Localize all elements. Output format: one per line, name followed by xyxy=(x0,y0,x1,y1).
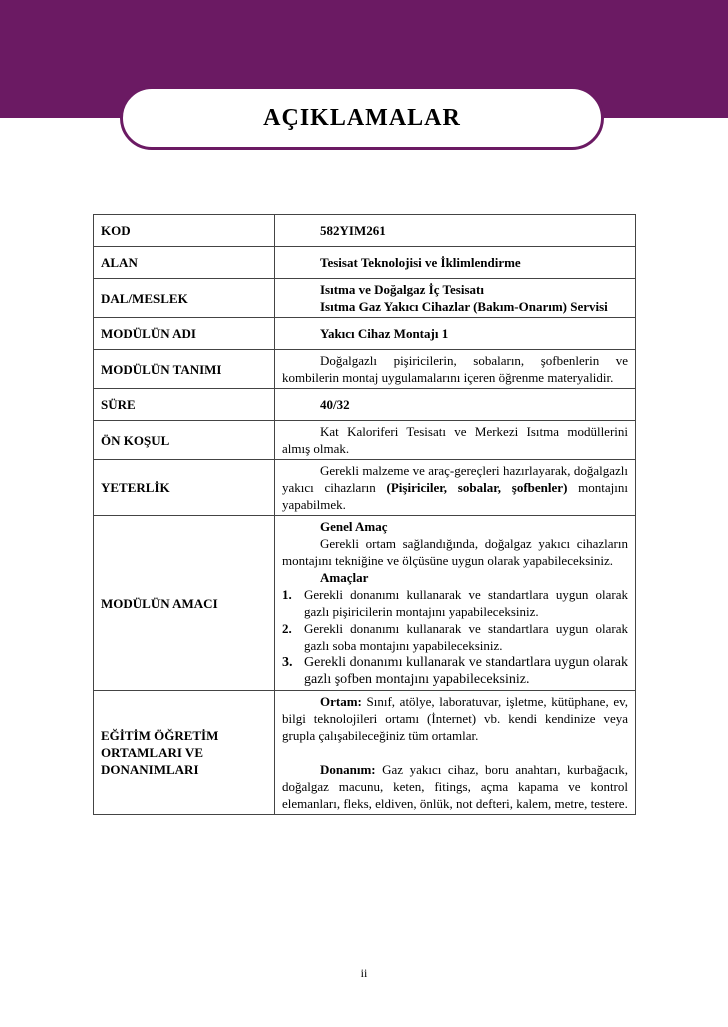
table-row xyxy=(94,279,636,318)
item-number: 1. xyxy=(282,587,292,602)
dal-line-2: Isıtma Gaz Yakıcı Cihazlar (Bakım-Onarım) Servisi xyxy=(320,299,608,314)
title-banner xyxy=(120,86,604,150)
amaclar-list xyxy=(282,586,628,688)
donanim-text: Gaz yakıcı cihaz, boru anahtarı, kurbağacık, doğalgaz macunu, keten, fitings, açma kapama ve kontrol elemanları, fleks, eldiven, önlük, not defteri, kalem, metre, testere. xyxy=(282,762,628,811)
spacer xyxy=(282,744,628,761)
item-number: 2. xyxy=(282,621,292,636)
list-item xyxy=(282,620,628,654)
donanim-paragraph xyxy=(282,761,628,812)
item-text: Gerekli donanımı kullanarak ve standartlara uygun olarak gazlı şofben montajını yapabileceksiniz. xyxy=(304,655,628,687)
row-value xyxy=(275,516,636,691)
amaclar-heading: Amaçlar xyxy=(320,570,369,585)
table-row xyxy=(94,389,636,421)
module-info-table xyxy=(93,214,636,815)
table-row xyxy=(94,318,636,350)
item-text: Gerekli donanımı kullanarak ve standartlara uygun olarak gazlı pişiricilerin montajını yapabileceksiniz. xyxy=(304,587,628,619)
row-value xyxy=(275,691,636,815)
row-label: ALAN xyxy=(94,247,275,279)
table-row xyxy=(94,691,636,815)
row-value xyxy=(275,460,636,516)
yeterlik-bold: (Pişiriciler, sobalar, şofbenler) xyxy=(386,480,568,495)
row-value xyxy=(275,279,636,318)
table-row xyxy=(94,350,636,389)
donanim-label: Donanım: xyxy=(320,762,376,777)
yeterlik-text: Gerekli malzeme ve araç-gereçleri hazırlayarak, doğalgazlı yakıcı cihazların xyxy=(282,463,628,495)
item-number: 3. xyxy=(282,655,293,670)
row-value: Kat Kaloriferi Tesisatı ve Merkezi Isıtma modüllerini almış olmak. xyxy=(275,421,636,460)
row-value: 40/32 xyxy=(275,389,636,421)
row-label: MODÜLÜN TANIMI xyxy=(94,350,275,389)
row-label: DAL/MESLEK xyxy=(94,279,275,318)
page-number: ii xyxy=(360,966,368,980)
yeterlik-text-end: montajını yapabilmek. xyxy=(282,480,628,512)
ortam-label: Ortam: xyxy=(320,694,362,709)
ortam-text: Sınıf, atölye, laboratuvar, işletme, kütüphane, ev, bilgi teknolojileri ortamı (İnternet) vb. kendi kendinize veya grupla çalışabileceğiniz tüm ortamlar. xyxy=(282,694,628,743)
table-row xyxy=(94,247,636,279)
row-value: Yakıcı Cihaz Montajı 1 xyxy=(275,318,636,350)
table-row xyxy=(94,421,636,460)
dal-line-1: Isıtma ve Doğalgaz İç Tesisatı xyxy=(320,282,484,297)
table-row xyxy=(94,516,636,691)
row-value: Tesisat Teknolojisi ve İklimlendirme xyxy=(275,247,636,279)
row-value: 582YIM261 xyxy=(275,215,636,247)
page-title: AÇIKLAMALAR xyxy=(263,104,461,131)
table-row xyxy=(94,460,636,516)
row-label: SÜRE xyxy=(94,389,275,421)
genel-amac-text: Gerekli ortam sağlandığında, doğalgaz yakıcı cihazların montajını tekniğine ve ölçüsüne uygun olarak yapabileceksiniz. xyxy=(282,536,628,568)
list-item xyxy=(282,586,628,620)
row-label: ÖN KOŞUL xyxy=(94,421,275,460)
table-row xyxy=(94,215,636,247)
row-label: KOD xyxy=(94,215,275,247)
genel-amac-heading: Genel Amaç xyxy=(320,519,388,534)
item-text: Gerekli donanımı kullanarak ve standartlara uygun olarak gazlı soba montajını yapabileceksiniz. xyxy=(304,621,628,653)
list-item xyxy=(282,654,628,688)
row-value: Doğalgazlı pişiricilerin, sobaların, şofbenlerin ve kombilerin montaj uygulamalarını içeren öğrenme materyalidir. xyxy=(275,350,636,389)
row-label: MODÜLÜN ADI xyxy=(94,318,275,350)
row-label: YETERLİK xyxy=(94,460,275,516)
ortam-paragraph xyxy=(282,693,628,744)
row-label: MODÜLÜN AMACI xyxy=(94,516,275,691)
row-label: EĞİTİM ÖĞRETİM ORTAMLARI VE DONANIMLARI xyxy=(94,691,275,815)
